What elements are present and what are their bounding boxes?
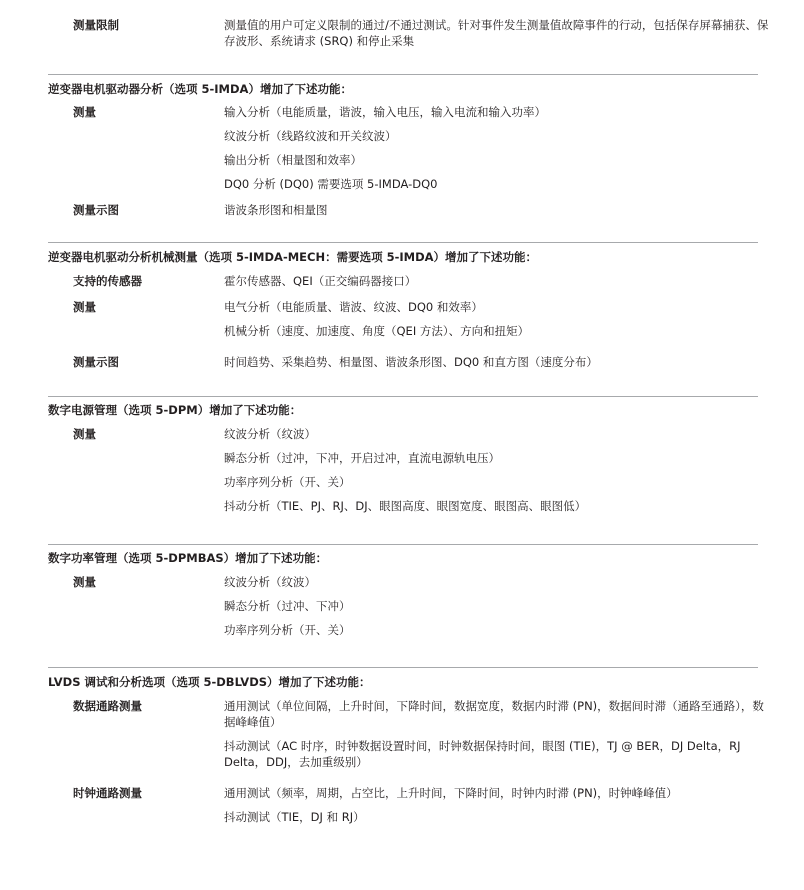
lvds-data-label: 数据通路测量 <box>73 699 142 713</box>
imda-title: 逆变器电机驱动器分析（选项 5-IMDA）增加了下述功能： <box>48 82 352 96</box>
mech-plot: 时间趋势、采集趋势、相量图、谐波条形图、DQ0 和直方图（速度分布） <box>224 355 598 369</box>
dpmbas-title: 数字功率管理（选项 5-DPMBAS）增加了下述功能： <box>48 551 328 565</box>
imda-measure-item: 纹波分析（线路纹波和开关纹波） <box>224 129 397 143</box>
divider <box>48 544 758 545</box>
imda-measure-item: 输入分析（电能质量，谐波，输入电压，输入电流和输入功率） <box>224 105 546 119</box>
dpm-measure-item: 功率序列分析（开、关） <box>224 475 351 489</box>
dpm-measure-item: 瞬态分析（过冲，下冲，开启过冲，直流电源轨电压） <box>224 451 500 465</box>
lvds-data-item: 抖动测试（AC 时序，时钟数据设置时间，时钟数据保持时间，眼图 (TIE)，TJ @ BER，DJ Delta，RJ Delta，DDJ，去加重级别） <box>224 739 741 769</box>
imda-measure-item: 输出分析（相量图和效率） <box>224 153 362 167</box>
lvds-title: LVDS 调试和分析选项（选项 5-DBLVDS）增加了下述功能： <box>48 675 371 689</box>
mech-sensor-label: 支持的传感器 <box>73 274 142 288</box>
mech-measure-label: 测量 <box>73 300 96 314</box>
mech-sensor: 霍尔传感器、QEI（正交编码器接口） <box>224 274 417 288</box>
dpm-title: 数字电源管理（选项 5-DPM）增加了下述功能： <box>48 403 302 417</box>
divider <box>48 242 758 243</box>
lvds-data-item: 通用测试（单位间隔，上升时间，下降时间，数据宽度，数据内时滞 (PN)，数据间时滞（通路至通路），数据峰峰值） <box>224 699 764 729</box>
dpmbas-measure-item: 瞬态分析（过冲、下冲） <box>224 599 351 613</box>
imda-plot-label: 测量示图 <box>73 203 119 217</box>
divider <box>48 667 758 668</box>
divider <box>48 396 758 397</box>
lvds-clock-label: 时钟通路测量 <box>73 786 142 800</box>
limits-text: 测量值的用户可定义限制的通过/不通过测试。针对事件发生测量值故障事件的行动，包括保存屏幕捕获、保存波形、系统请求 (SRQ) 和停止采集 <box>224 18 769 48</box>
dpmbas-measure-label: 测量 <box>73 575 96 589</box>
mech-measure-item: 电气分析（电能质量、谐波、纹波、DQ0 和效率） <box>224 300 483 314</box>
dpm-measure-item: 抖动分析（TIE、PJ、RJ、DJ、眼图高度、眼图宽度、眼图高、眼图低） <box>224 499 587 513</box>
mech-title: 逆变器电机驱动分析机械测量（选项 5-IMDA-MECH：需要选项 5-IMDA）增加了下述功能： <box>48 250 538 264</box>
divider <box>48 74 758 75</box>
imda-measure-item: DQ0 分析 (DQ0) 需要选项 5-IMDA-DQ0 <box>224 177 438 191</box>
dpmbas-measure-item: 纹波分析（纹波） <box>224 575 316 589</box>
mech-plot-label: 测量示图 <box>73 355 119 369</box>
imda-measure-label: 测量 <box>73 105 96 119</box>
lvds-clock-item: 抖动测试（TIE，DJ 和 RJ） <box>224 810 365 824</box>
lvds-clock-item: 通用测试（频率，周期，占空比，上升时间，下降时间，时钟内时滞 (PN)，时钟峰峰值） <box>224 786 678 800</box>
mech-measure-item: 机械分析（速度、加速度、角度（QEI 方法）、方向和扭矩） <box>224 324 530 338</box>
limits-label: 测量限制 <box>73 18 119 32</box>
dpm-measure-item: 纹波分析（纹波） <box>224 427 316 441</box>
dpmbas-measure-item: 功率序列分析（开、关） <box>224 623 351 637</box>
dpm-measure-label: 测量 <box>73 427 96 441</box>
imda-plot: 谐波条形图和相量图 <box>224 203 328 217</box>
